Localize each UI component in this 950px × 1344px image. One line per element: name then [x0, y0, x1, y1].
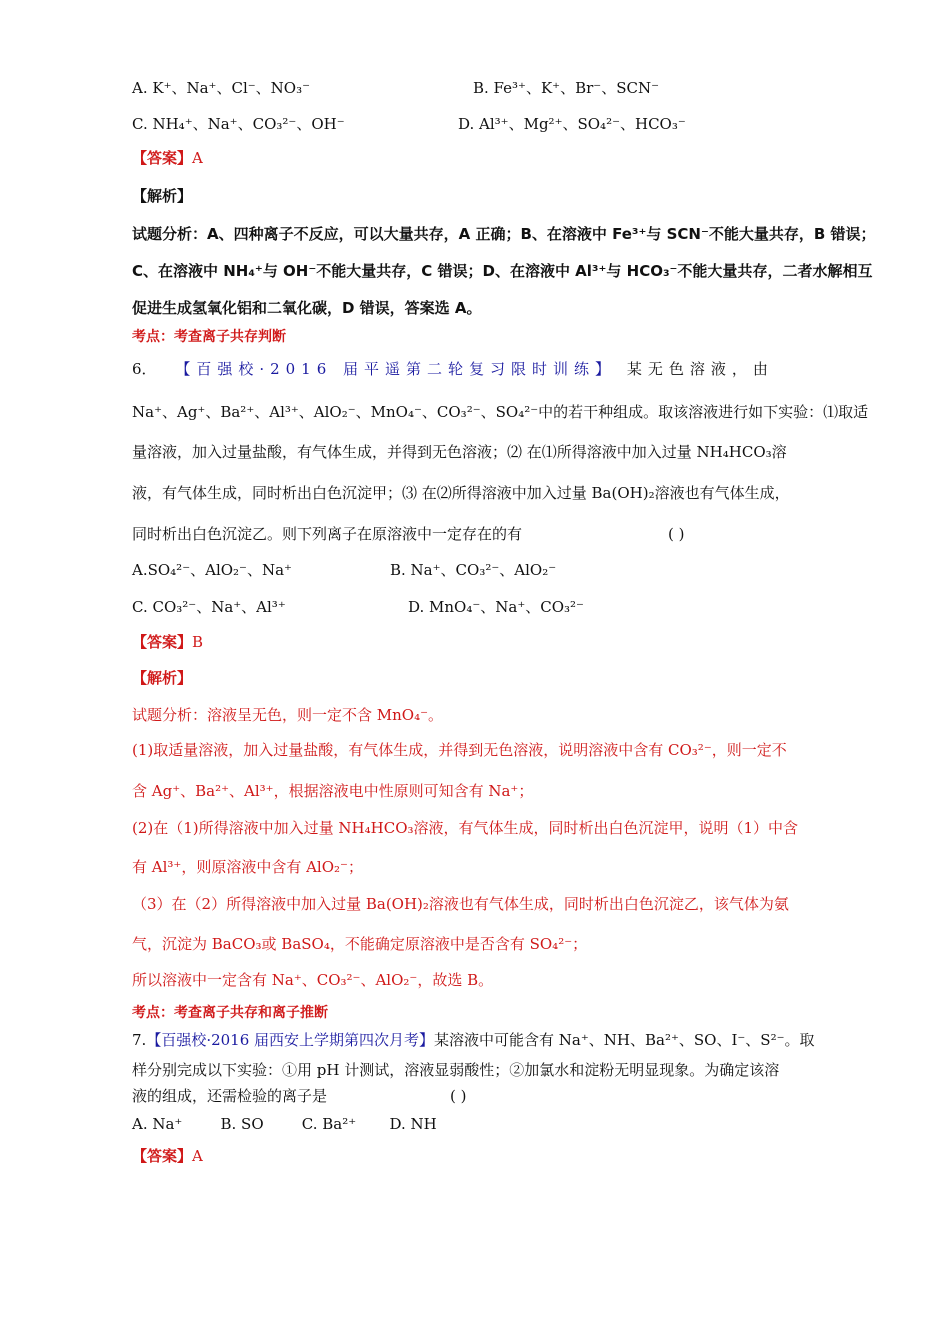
q6-analysis-line-4: (2)在（1)所得溶液中加入过量 NH₄HCO₃溶液，有气体生成，同时析出白色沉淀甲，说明（1）中含 [132, 819, 799, 837]
q6-analysis-line-6: （3）在（2）所得溶液中加入过量 Ba(OH)₂溶液也有气体生成，同时析出白色沉淀乙，该气体为氨 [132, 895, 789, 913]
q6-kaodian: 考点：考查离子共存和离子推断 [132, 1005, 328, 1021]
answer-label: 【答案】 [132, 633, 193, 651]
q7-number: 7. [132, 1031, 147, 1049]
q6-stem-start: 某无色溶液，由 [626, 360, 774, 378]
q7-stem-start: 某溶液中可能含有 Na⁺、NH、Ba²⁺、SO、I⁻、S²⁻。取 [434, 1031, 815, 1049]
q5-answer [132, 148, 203, 168]
q7-title-line [132, 1030, 815, 1050]
q7-stem-line-1: 样分别完成以下实验：①用 pH 计测试，溶液显弱酸性；②加氯水和淀粉无明显现象。为确定该溶 [132, 1061, 780, 1079]
q6-analysis-label: 【解析】 [132, 669, 193, 687]
q6-analysis-line-8: 所以溶液中一定含有 Na⁺、CO₃²⁻、AlO₂⁻，故选 B。 [132, 971, 494, 989]
q7-source: 【百强校·2016 届西安上学期第四次月考】 [146, 1031, 435, 1049]
q6-option-a: A.SO₄²⁻、AlO₂⁻、Na⁺ [132, 561, 292, 579]
q6-analysis-line-2: (1)取适量溶液，加入过量盐酸，有气体生成，并得到无色溶液，说明溶液中含有 CO₃²⁻，则一定不 [132, 741, 787, 759]
q6-analysis-line-3: 含 Ag⁺、Ba²⁺、Al³⁺，根据溶液电中性原则可知含有 Na⁺； [132, 782, 534, 800]
q7-answer [132, 1146, 203, 1166]
q6-source: 【百强校·2016 届平遥第二轮复习限时训练】 [175, 360, 617, 378]
q6-stem-line-3: 液，有气体生成，同时析出白色沉淀甲；⑶ 在⑵所得溶液中加入过量 Ba(OH)₂溶液也有气体生成， [132, 484, 790, 502]
q5-analysis-line-2: C、在溶液中 NH₄⁺与 OH⁻不能大量共存，C 错误；D、在溶液中 Al³⁺与 HCO₃⁻不能大量共存，二者水解相互 [132, 262, 873, 280]
q6-bracket: ( ) [668, 525, 685, 543]
q5-analysis-line-1: 试题分析：A、四种离子不反应，可以大量共存，A 正确；B、在溶液中 Fe³⁺与 SCN⁻不能大量共存，B 错误； [132, 225, 876, 243]
q5-kaodian: 考点：考查离子共存判断 [132, 329, 286, 345]
answer-label: 【答案】 [132, 1147, 193, 1165]
q6-stem-line-4: 同时析出白色沉淀乙。则下列离子在原溶液中一定存在的有 [132, 525, 523, 543]
answer-value: A [192, 1147, 203, 1165]
q6-analysis-line-1: 试题分析：溶液呈无色，则一定不含 MnO₄⁻。 [132, 706, 444, 724]
q5-option-c: C. NH₄⁺、Na⁺、CO₃²⁻、OH⁻ [132, 115, 345, 133]
q6-title-line [132, 359, 774, 379]
q6-stem-line-1: Na⁺、Ag⁺、Ba²⁺、Al³⁺、AlO₂⁻、MnO₄⁻、CO₃²⁻、SO₄²⁻中的若干种组成。取该溶液进行如下实验：⑴取适 [132, 403, 869, 421]
answer-label: 【答案】 [132, 149, 193, 167]
q7-stem-line-2: 液的组成，还需检验的离子是 [132, 1087, 328, 1105]
answer-value: B [192, 633, 204, 651]
q6-stem-line-2: 量溶液，加入过量盐酸，有气体生成，并得到无色溶液；⑵ 在⑴所得溶液中加入过量 NH₄HCO₃溶 [132, 443, 787, 461]
q6-analysis-line-7: 气，沉淀为 BaCO₃或 BaSO₄，不能确定原溶液中是否含有 SO₄²⁻； [132, 935, 588, 953]
q5-option-d: D. Al³⁺、Mg²⁺、SO₄²⁻、HCO₃⁻ [458, 115, 686, 133]
q6-number: 6． [132, 360, 157, 378]
q5-option-b: B. Fe³⁺、K⁺、Br⁻、SCN⁻ [473, 79, 659, 97]
q6-analysis-line-5: 有 Al³⁺，则原溶液中含有 AlO₂⁻； [132, 858, 363, 876]
q7-bracket: ( ) [450, 1087, 467, 1105]
q5-analysis-label: 【解析】 [132, 187, 193, 205]
answer-value: A [192, 149, 203, 167]
q6-option-c: C. CO₃²⁻、Na⁺、Al³⁺ [132, 598, 286, 616]
q5-option-a: A. K⁺、Na⁺、Cl⁻、NO₃⁻ [132, 79, 311, 97]
q6-option-d: D. MnO₄⁻、Na⁺、CO₃²⁻ [408, 598, 584, 616]
q6-option-b: B. Na⁺、CO₃²⁻、AlO₂⁻ [390, 561, 557, 579]
q5-analysis-line-3: 促进生成氢氧化铝和二氧化碳，D 错误，答案选 A。 [132, 299, 482, 317]
q6-answer [132, 632, 203, 652]
q7-options: A. Na⁺ B. SO C. Ba²⁺ D. NH [132, 1115, 437, 1133]
